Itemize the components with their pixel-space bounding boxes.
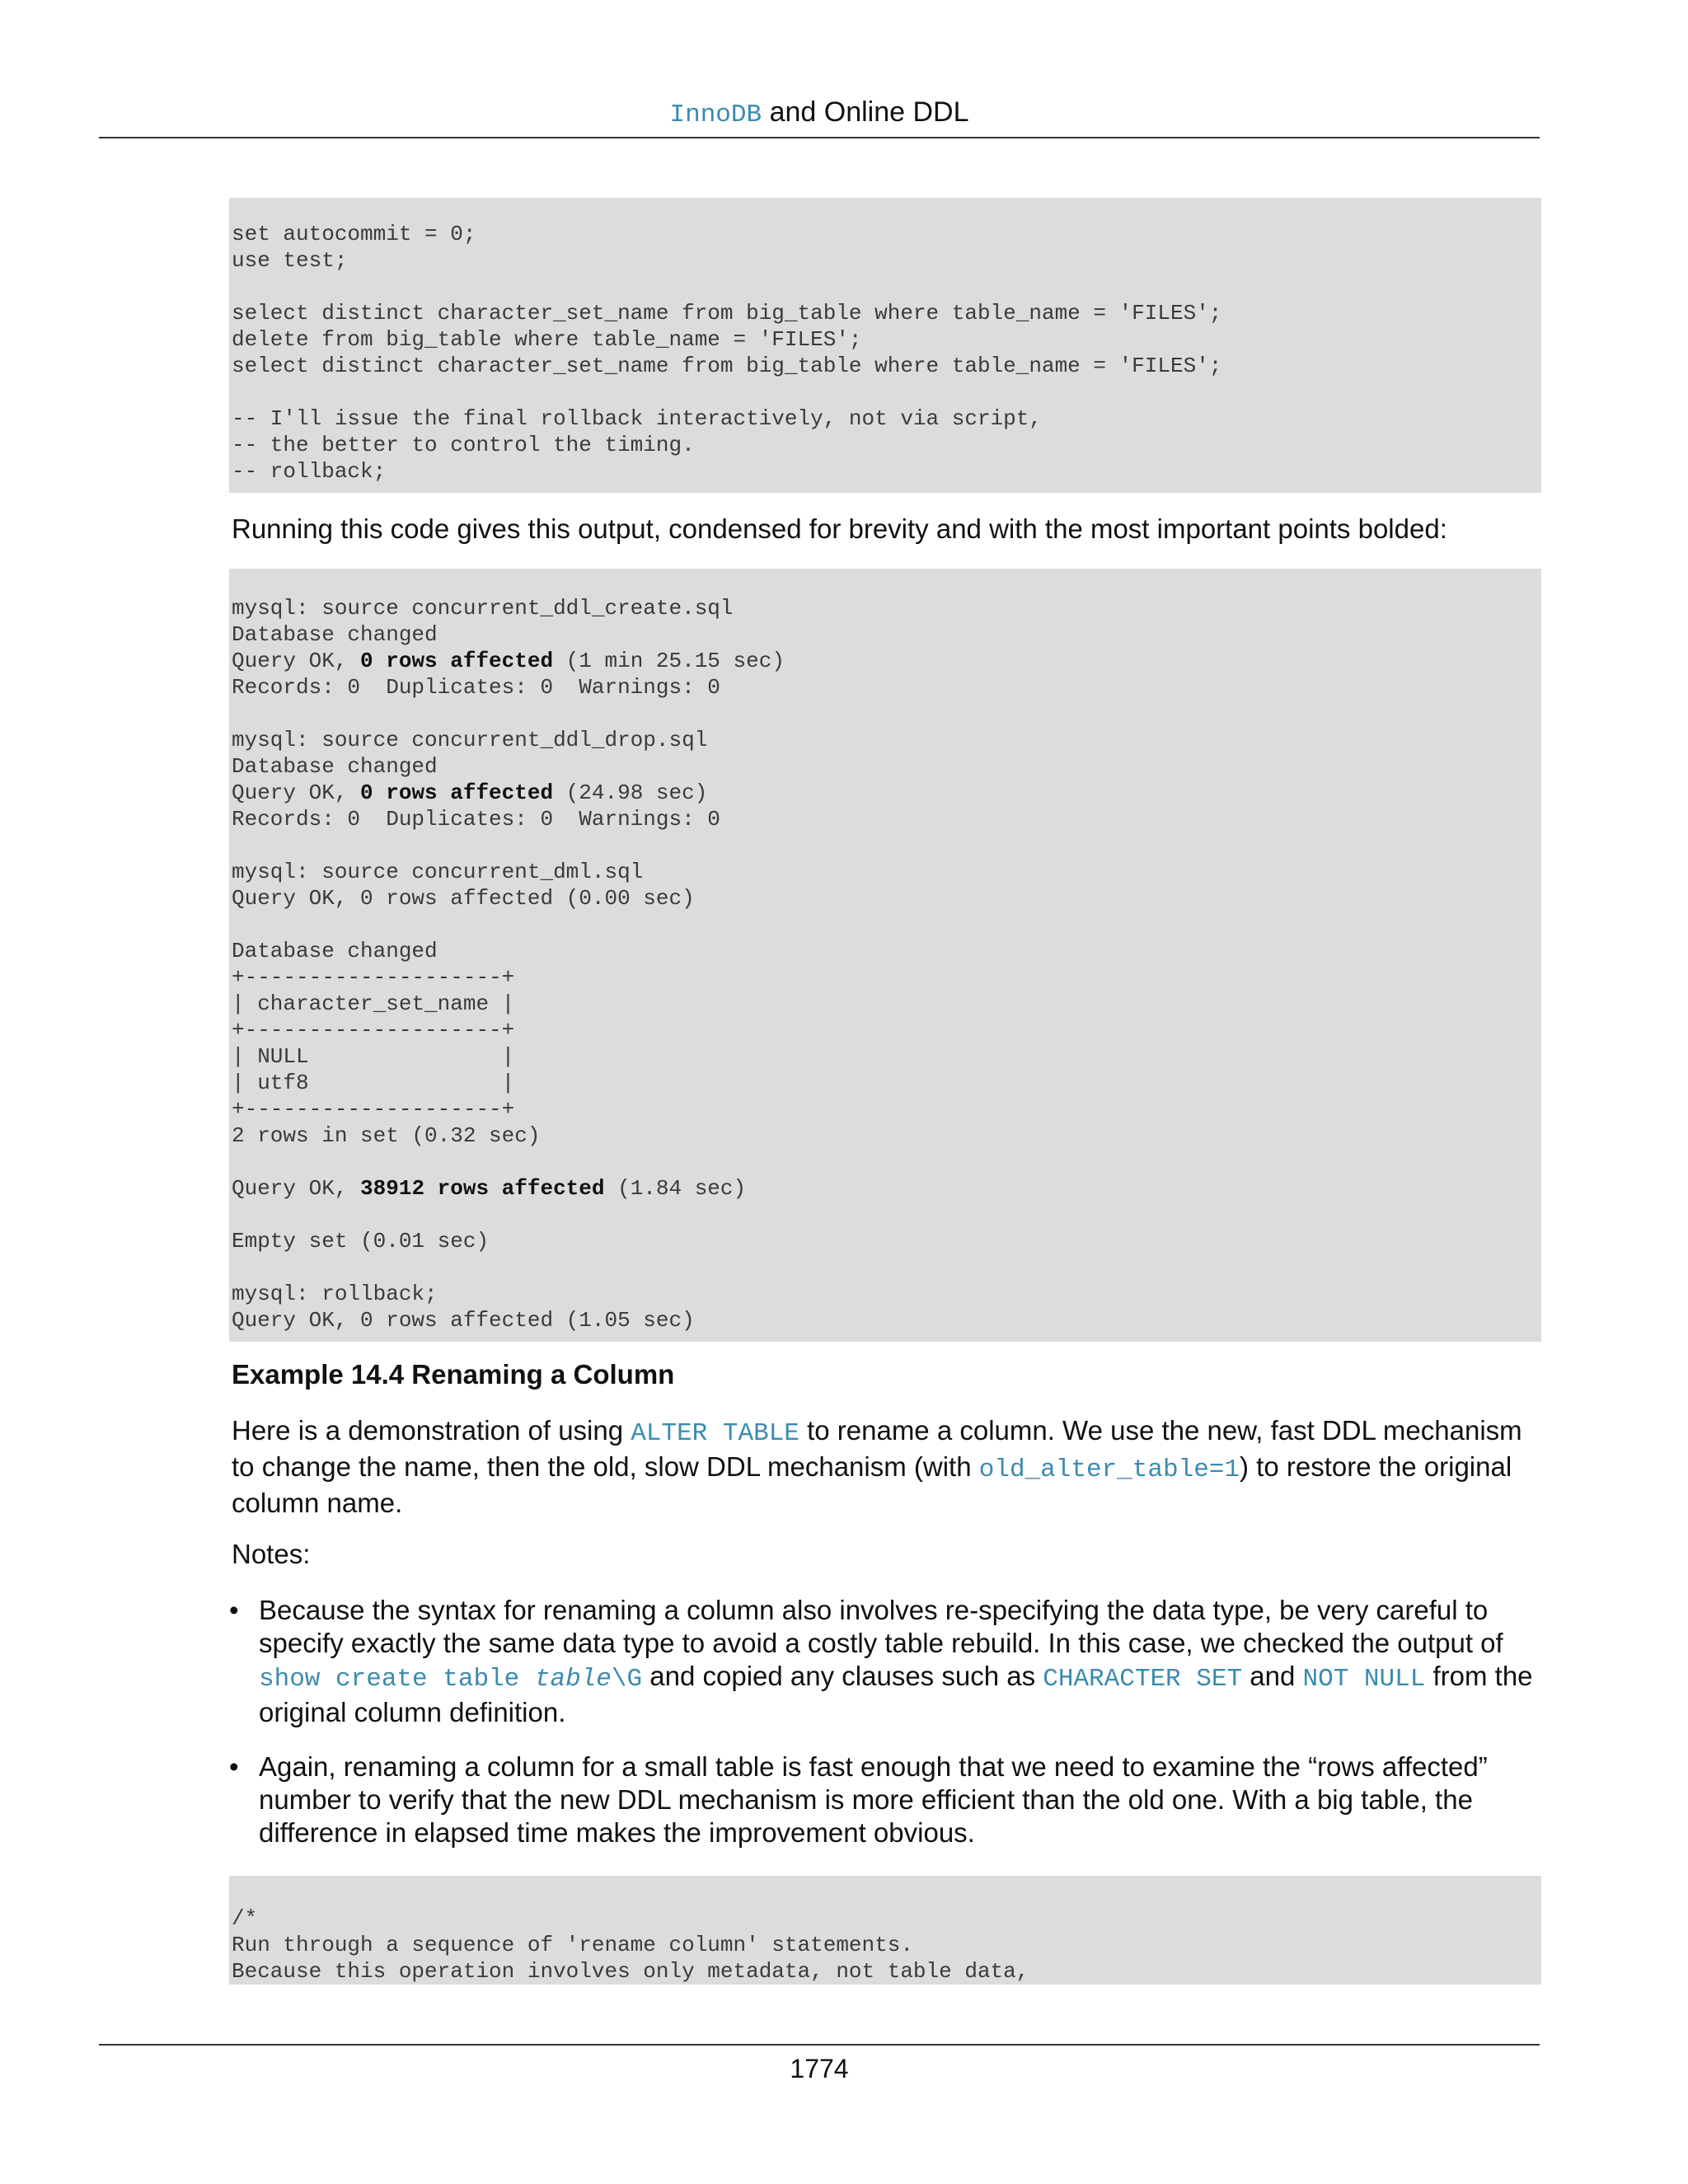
bullet-icon: • <box>229 1751 239 1782</box>
code-text: Query OK, <box>232 1176 361 1201</box>
code-bold-text: 0 rows affected <box>360 780 554 805</box>
bullet-1-text-4: from the original column definition. <box>259 1661 1533 1727</box>
example-paragraph <box>232 1414 1542 1520</box>
code-line <box>232 912 1539 938</box>
code-line <box>232 1202 1539 1228</box>
code-line: delete from big_table where table_name = 'FILES'; <box>232 327 862 352</box>
code-line: Query OK, 0 rows affected (0.00 sec) <box>232 886 695 911</box>
code-bold-text: 0 rows affected <box>360 649 554 673</box>
code-block-sql-script <box>229 198 1541 493</box>
alter-table-link[interactable]: ALTER TABLE <box>631 1419 799 1448</box>
show-create-table-link[interactable] <box>259 1665 642 1694</box>
code-text: (1.84 sec) <box>604 1176 747 1201</box>
footer-rule <box>99 2044 1540 2046</box>
code-line: | utf8 | <box>232 1071 515 1095</box>
code-line: Records: 0 Duplicates: 0 Warnings: 0 <box>232 675 720 700</box>
code-line: +--------------------+ <box>232 965 515 990</box>
code-line: Run through a sequence of 'rename column' statements. <box>232 1933 913 1957</box>
code-line: select distinct character_set_name from big_table where table_name = 'FILES'; <box>232 354 1222 378</box>
code-line <box>232 379 1539 405</box>
code-text: Query OK, <box>232 649 361 673</box>
code-line: mysql: rollback; <box>232 1282 438 1306</box>
code-line: | NULL | <box>232 1044 515 1069</box>
code-line: /* <box>232 1906 258 1931</box>
code-line <box>232 832 1539 859</box>
code-line: Records: 0 Duplicates: 0 Warnings: 0 <box>232 807 720 832</box>
page-number: 1774 <box>790 2054 849 2083</box>
table-placeholder: table <box>534 1665 612 1694</box>
code-line: Database changed <box>232 622 438 647</box>
header-code-term[interactable]: InnoDB <box>669 101 762 129</box>
code-text: (1 min 25.15 sec) <box>553 649 785 673</box>
code-line <box>232 1175 1539 1202</box>
code-line: mysql: source concurrent_ddl_create.sql <box>232 596 734 621</box>
notes-label: Notes: <box>232 1539 311 1569</box>
code-line: -- the better to control the timing. <box>232 433 695 457</box>
bullet-1-text-2: and copied any clauses such as <box>642 1661 1043 1691</box>
code-text: (24.98 sec) <box>553 780 708 805</box>
header-rule <box>99 137 1540 138</box>
code-line: | character_set_name | <box>232 991 515 1016</box>
code-line <box>232 1254 1539 1281</box>
code-text: Query OK, <box>232 780 361 805</box>
character-set-link[interactable]: CHARACTER SET <box>1043 1665 1243 1694</box>
example-text-1: Here is a demonstration of using <box>232 1415 631 1446</box>
code-line <box>232 274 1539 300</box>
code-line <box>232 780 1539 806</box>
code-line: mysql: source concurrent_dml.sql <box>232 860 644 884</box>
not-null-link[interactable]: NOT NULL <box>1302 1665 1426 1694</box>
example-text-2: to rename a column. We use the new, fast DDL mechanism to change the name, then the old, slow DDL mechanism (with <box>232 1415 1522 1482</box>
page-header <box>0 92 1639 135</box>
code-line <box>232 701 1539 727</box>
show-create-table-suffix: \G <box>611 1665 643 1694</box>
code-line: +--------------------+ <box>232 1018 515 1043</box>
old-alter-table-link[interactable]: old_alter_table=1 <box>978 1455 1240 1484</box>
code-line <box>232 1149 1539 1175</box>
code-line: Query OK, 0 rows affected (1.05 sec) <box>232 1308 695 1333</box>
code-line: -- I'll issue the final rollback interactively, not via script, <box>232 406 1042 431</box>
bullet-icon: • <box>229 1595 239 1625</box>
example-heading: Example 14.4 Renaming a Column <box>232 1359 675 1390</box>
code-block-rename-column <box>229 1876 1541 1985</box>
bullet-1-text-3: and <box>1242 1661 1303 1691</box>
code-line: use test; <box>232 248 348 273</box>
code-line: Database changed <box>232 754 438 779</box>
bullet-2-text: Again, renaming a column for a small table is fast enough that we need to examine the “rows affected” number to verify that the new DDL mechanism is more efficient than the old one. With a big table, the difference in elapsed time makes the improvement obvious. <box>259 1751 1488 1848</box>
code-line: Empty set (0.01 sec) <box>232 1229 490 1254</box>
code-line: select distinct character_set_name from big_table where table_name = 'FILES'; <box>232 301 1222 326</box>
show-create-table-text: show create table <box>259 1665 535 1694</box>
code-line: Because this operation involves only metadata, not table data, <box>232 1959 1029 1984</box>
code-line: Database changed <box>232 939 438 963</box>
header-title: and Online DDL <box>762 96 969 128</box>
code-line <box>232 648 1539 674</box>
code-block-output <box>229 569 1541 1342</box>
code-line: set autocommit = 0; <box>232 222 476 246</box>
code-line: +--------------------+ <box>232 1097 515 1122</box>
code-line: -- rollback; <box>232 459 387 484</box>
code-line: mysql: source concurrent_ddl_drop.sql <box>232 728 708 752</box>
output-intro-paragraph: Running this code gives this output, condensed for brevity and with the most important points bolded: <box>232 513 1447 544</box>
code-line: 2 rows in set (0.32 sec) <box>232 1123 541 1148</box>
code-bold-text: 38912 rows affected <box>360 1176 605 1201</box>
bullet-1-text-1: Because the syntax for renaming a column also involves re-specifying the data type, be very careful to specify exactly the same data type to avoid a costly table rebuild. In this case, we checked the output of <box>259 1595 1503 1658</box>
example-text-3: ) to restore the original column name. <box>232 1451 1512 1518</box>
